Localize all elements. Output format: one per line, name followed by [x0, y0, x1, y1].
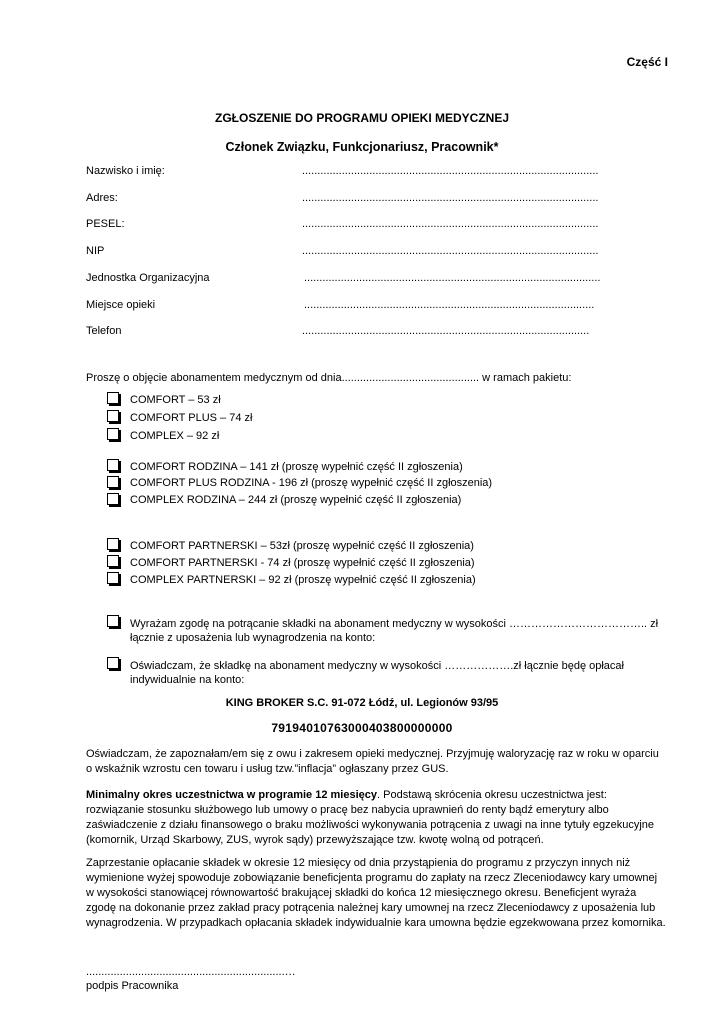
package-request-text: Proszę o objęcie abonamentem medycznym od dnia............................................. w ramach pakietu: — [86, 372, 572, 384]
field-label-care-place: Miejsce opieki — [86, 299, 156, 311]
package-label-complex-partnerski: COMPLEX PARTNERSKI – 92 zł (proszę wypełnić część II zgłoszenia) — [130, 574, 476, 586]
package-label-comfort-rodzina: COMFORT RODZINA – 141 zł (proszę wypełnić część II zgłoszenia) — [130, 461, 463, 473]
field-label-phone: Telefon — [86, 325, 122, 337]
checkbox-complex-partnerski[interactable] — [107, 572, 119, 584]
bank-account-number: 79194010763000403800000000 — [271, 721, 453, 735]
package-label-complex: COMPLEX – 92 zł — [130, 430, 220, 442]
package-label-comfort-plus-rodzina: COMFORT PLUS RODZINA - 196 zł (proszę wypełnić część II zgłoszenia) — [130, 477, 493, 489]
minimum-period-heading: Minimalny okres uczestnictwa w programie 12 miesięcy — [86, 789, 378, 801]
broker-address: KING BROKER S.C. 91-072 Łódź, ul. Legionów 93/95 — [225, 697, 499, 709]
field-dots-address[interactable]: ................................................................................................. — [302, 192, 599, 204]
consent-individual-line1: Oświadczam, że składkę na abonament medyczny w wysokości ……………….zł łącznie będę opłacał — [130, 660, 624, 672]
part-label: Część I — [626, 55, 668, 69]
field-label-nip: NIP — [86, 245, 105, 257]
consent-deduction-line2: łącznie z uposażenia lub wynagrodzenia na konto: — [130, 632, 376, 644]
signature-label: podpis Pracownika — [86, 980, 179, 992]
checkbox-comfort-partnerski-74[interactable] — [107, 555, 119, 567]
checkbox-complex[interactable] — [107, 428, 119, 440]
checkbox-complex-rodzina[interactable] — [107, 493, 119, 505]
field-label-unit: Jednostka Organizacyjna — [86, 272, 210, 284]
field-label-name: Nazwisko i imię: — [86, 165, 165, 177]
checkbox-consent-individual[interactable] — [107, 657, 119, 669]
package-label-comfort: COMFORT – 53 zł — [130, 394, 221, 406]
package-label-comfort-partnerski: COMFORT PARTNERSKI – 53zł (proszę wypełnić część II zgłoszenia) — [130, 540, 474, 552]
field-label-pesel: PESEL: — [86, 218, 125, 230]
minimum-period-paragraph — [86, 788, 666, 848]
document-title: ZGŁOSZENIE DO PROGRAMU OPIEKI MEDYCZNEJ — [214, 111, 510, 125]
field-dots-care-place[interactable]: ............................................................................................... — [304, 299, 595, 311]
field-dots-pesel[interactable]: ................................................................................................. — [302, 218, 599, 230]
field-dots-unit[interactable]: ................................................................................................. — [304, 272, 601, 284]
checkbox-comfort-partnerski[interactable] — [107, 538, 119, 550]
checkbox-comfort-rodzina[interactable] — [107, 459, 119, 471]
consent-individual-line2: indywidualnie na konto: — [130, 674, 245, 686]
package-label-comfort-partnerski-74: COMFORT PARTNERSKI - 74 zł (proszę wypełnić część II zgłoszenia) — [130, 557, 475, 569]
consent-deduction-line1: Wyrażam zgodę na potrącanie składki na abonament medyczny w wysokości ……………………………….. zł — [130, 618, 659, 630]
statement-paragraph: Oświadczam, że zapoznałam/em się z owu i zakresem opieki medycznej. Przyjmuję waloryzację raz w roku w oparciu o wskaźnik wzrostu cen towaru i usług tzw.”inflacja” ogłaszany przez GUS. — [86, 748, 659, 775]
field-dots-name[interactable]: ................................................................................................. — [302, 165, 599, 177]
checkbox-consent-deduction[interactable] — [107, 615, 119, 627]
field-dots-nip[interactable]: ................................................................................................. — [302, 245, 599, 257]
checkbox-comfort-plus[interactable] — [107, 410, 119, 422]
signature-line[interactable]: .................................................................… — [86, 966, 296, 978]
minimum-period-text: . Podstawą skrócenia okresu uczestnictwa jest: rozwiązanie stosunku służbowego lub umowy o pracę bez nabycia uprawnień do renty bądź emerytury albo zaświadczenie z działu finansowego o braku możliwości wykonywania potrącenia z uwagi na inne tytuły egzekucyjne (komornik, Urząd Skarbowy, ZUS, wyrok sądy) przewyższające tzw. kwotę wolną od potrąceń. — [86, 789, 655, 846]
penalty-paragraph: Zaprzestanie opłacanie składek w okresie 12 miesięcy od dnia przystąpienia do programu z przyczyn innych niż wymienione wyżej spowoduje zobowiązanie beneficjenta programu do zapłaty na rzecz Zleceniodawcy kary umownej w wysokości stanowiącej równowartość brakującej składki do końca 12 miesięcznego okresu. Beneficjent wyraża zgodę na dokonanie przez zakład pracy potrącenia należnej kary umownej na rzecz Zleceniodawcy z uposażenia lub wynagrodzenia. W przypadkach opłacania składek indywidualnie kara umowna będzie egzekwowana przez komornika. — [86, 857, 666, 929]
package-label-comfort-plus: COMFORT PLUS – 74 zł — [130, 412, 253, 424]
checkbox-comfort-plus-rodzina[interactable] — [107, 476, 119, 488]
checkbox-comfort[interactable] — [107, 392, 119, 404]
field-dots-phone[interactable]: .............................................................................................. — [302, 325, 590, 337]
package-label-complex-rodzina: COMPLEX RODZINA – 244 zł (proszę wypełnić część II zgłoszenia) — [130, 494, 462, 506]
field-label-address: Adres: — [86, 192, 118, 204]
document-subtitle: Członek Związku, Funkcjonariusz, Pracownik* — [225, 140, 499, 154]
